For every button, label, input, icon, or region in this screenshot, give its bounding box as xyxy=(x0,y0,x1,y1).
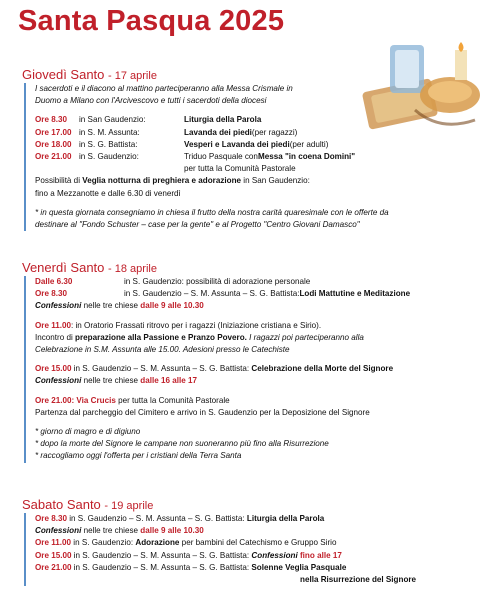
row-time: Ore 8.30 xyxy=(35,289,67,299)
row-event: Lavanda dei piedi xyxy=(184,127,252,137)
venerdi-row-3b xyxy=(35,332,492,344)
venerdi-note-3: * raccogliamo oggi l'offerta per i cristiani della Terra Santa xyxy=(35,451,242,461)
giovedi-veglia-2: fino a Mezzanotte e dalle 6.30 di venerdì xyxy=(35,188,181,198)
row-time: Ore 15.00 xyxy=(35,364,72,374)
giovedi-row-1 xyxy=(35,114,492,126)
row-text: in S. Gaudenzio: xyxy=(71,538,136,548)
venerdi-note-2: * dopo la morte del Signore le campane non suoneranno più fino alla Risurrezione xyxy=(35,439,329,449)
confessioni-mid: nelle tre chiese xyxy=(81,376,141,386)
row-continuation: nella Risurrezione del Signore xyxy=(300,575,417,585)
giovedi-intro-2: Duomo a Milano con l'Arcivescovo e tutti i sacerdoti della diocesi xyxy=(35,96,267,106)
row-note: (per adulti) xyxy=(289,139,329,149)
row-place: in S. Gaudenzio: xyxy=(79,152,139,162)
giovedi-intro-1: I sacerdoti e il diacono al mattino parteciperanno alla Messa Crismale in xyxy=(35,84,293,93)
row-text: in S. Gaudenzio – S. M. Assunta – S. G. Battista: xyxy=(71,364,252,374)
page-title: Santa Pasqua 2025 xyxy=(18,5,285,37)
row-event: preparazione alla Passione e Pranzo Povero. xyxy=(75,332,247,342)
row-place: in S. G. Battista: xyxy=(79,139,138,149)
row-time: Ore 8.30 xyxy=(35,115,67,125)
row-time: Dalle 6.30 xyxy=(35,277,73,286)
row-text: per tutta la Comunità Pastorale xyxy=(115,395,230,405)
row-text: in S. Gaudenzio – S. M. Assunta – S. G. Battista: xyxy=(66,514,247,523)
row-event: Liturgia della Parola xyxy=(246,514,325,523)
venerdi-note-1: * giorno di magro e di digiuno xyxy=(35,427,141,437)
sabato-heading xyxy=(22,496,492,513)
confessioni-label: Confessioni xyxy=(35,526,82,536)
giovedi-heading xyxy=(22,66,492,83)
venerdi-row-5b: Partenza dal parcheggio del Cimitero e arrivo in S. Gaudenzio per la Deposizione del Signore xyxy=(35,407,370,417)
confessioni-label: Confessioni xyxy=(35,301,82,311)
giovedi-name: Giovedì Santo xyxy=(22,67,105,82)
row-time: Ore 21.00 xyxy=(35,562,72,572)
venerdi-confessioni-1 xyxy=(35,300,492,312)
giovedi-row-3 xyxy=(35,139,492,151)
giovedi-veglia xyxy=(35,175,492,187)
sabato-row-2 xyxy=(35,537,492,549)
sabato-date: - 19 aprile xyxy=(104,500,154,512)
row-event: Adorazione xyxy=(135,538,180,548)
confessioni-mid: nelle tre chiese xyxy=(81,526,141,536)
row-note: I ragazzi poi parteciperanno alla xyxy=(246,332,364,342)
row-place: in San Gaudenzio: xyxy=(79,115,146,125)
row-event: Celebrazione della Morte del Signore xyxy=(251,364,394,374)
sabato-row-1 xyxy=(35,513,492,525)
row-text: in S. Gaudenzio – S. M. Assunta – S. G. Battista: xyxy=(71,562,252,572)
confessioni-label: Confessioni xyxy=(35,376,82,386)
venerdi-heading xyxy=(22,259,492,276)
giovedi-row-4-cont xyxy=(35,163,492,175)
row-event: Solenne Veglia Pasquale xyxy=(251,562,347,572)
row-event: Liturgia della Parola xyxy=(184,115,262,125)
row-time: Ore 21.00 xyxy=(35,395,72,405)
row-event: Lodi Mattutine e Meditazione xyxy=(299,289,411,299)
row-event: : Via Crucis xyxy=(71,395,116,405)
row-time: Ore 21.00 xyxy=(35,152,72,162)
row-time: Ore 17.00 xyxy=(35,127,72,137)
giovedi-body xyxy=(24,83,492,231)
row-event: Vesperi e Lavanda dei piedi xyxy=(184,139,290,149)
row-event-bold: Messa "in coena Domini" xyxy=(257,152,356,162)
row-note: per bambini del Catechismo e Gruppo Sirio xyxy=(179,538,337,548)
row-time: Ore 11.00 xyxy=(35,538,72,548)
confessioni-mid: nelle tre chiese xyxy=(81,301,141,311)
venerdi-name: Venerdì Santo xyxy=(22,260,105,275)
sabato-row-4-cont xyxy=(35,574,492,586)
confessioni-time: dalle 9 alle 10.30 xyxy=(140,301,204,311)
sabato-body xyxy=(24,513,492,586)
row-time: Ore 11.00 xyxy=(35,320,72,330)
giovedi-note-1: * in questa giornata consegniamo in chiesa il frutto della nostra carità quaresimale con le offerte da xyxy=(35,207,389,217)
venerdi-section xyxy=(22,259,492,463)
venerdi-row-3 xyxy=(35,320,492,332)
sabato-section xyxy=(22,496,492,586)
venerdi-row-3c: Celebrazione in S.M. Assunta alle 15.00. Adesioni presso le Catechiste xyxy=(35,345,290,355)
confessioni-time: fino alle 17 xyxy=(297,550,342,560)
sabato-row-3 xyxy=(35,550,492,562)
row-note: (per ragazzi) xyxy=(251,127,298,137)
giovedi-date: - 17 aprile xyxy=(108,70,157,82)
giovedi-note-2: destinare al "Fondo Schuster – case per la gente" e al Progetto "Centro Giovani Damasco" xyxy=(35,220,360,230)
giovedi-section xyxy=(22,66,492,231)
venerdi-body xyxy=(24,276,492,463)
veglia-bold: Veglia notturna di preghiera e adorazione xyxy=(82,176,242,186)
sabato-confessioni xyxy=(35,525,492,537)
giovedi-row-4 xyxy=(35,151,492,163)
row-time: Ore 15.00 xyxy=(35,550,72,560)
row-text: in S. Gaudenzio: possibilità di adorazione personale xyxy=(124,277,311,286)
row-time: Ore 18.00 xyxy=(35,139,72,149)
row-text: in S. Gaudenzio – S. M. Assunta – S. G. Battista: xyxy=(124,289,300,299)
row-text: Incontro di xyxy=(35,332,76,342)
row-place: in S. M. Assunta: xyxy=(79,127,140,137)
venerdi-row-5 xyxy=(35,395,492,407)
veglia-post: in San Gaudenzio: xyxy=(241,176,310,186)
giovedi-row-2 xyxy=(35,127,492,139)
row-time: Ore 8.30 xyxy=(35,514,67,523)
confessioni-time: dalle 9 alle 10.30 xyxy=(140,526,204,536)
venerdi-row-2 xyxy=(35,288,492,300)
confessioni-label: Confessioni xyxy=(251,550,298,560)
venerdi-row-1 xyxy=(35,276,492,288)
row-text: : in Oratorio Frassati ritrovo per i ragazzi (Iniziazione cristiana e Sirio). xyxy=(71,320,322,330)
veglia-pre: Possibilità di xyxy=(35,176,83,186)
sabato-name: Sabato Santo xyxy=(22,497,101,512)
sabato-row-4 xyxy=(35,562,492,574)
venerdi-date: - 18 aprile xyxy=(108,263,157,275)
row-event: Triduo Pasquale con xyxy=(184,152,258,162)
venerdi-row-4 xyxy=(35,363,492,375)
confessioni-time: dalle 16 alle 17 xyxy=(140,376,197,386)
row-continuation: per tutta la Comunità Pastorale xyxy=(184,164,296,174)
venerdi-confessioni-2 xyxy=(35,375,492,387)
row-text: in S. Gaudenzio – S. M. Assunta – S. G. Battista: xyxy=(71,550,252,560)
